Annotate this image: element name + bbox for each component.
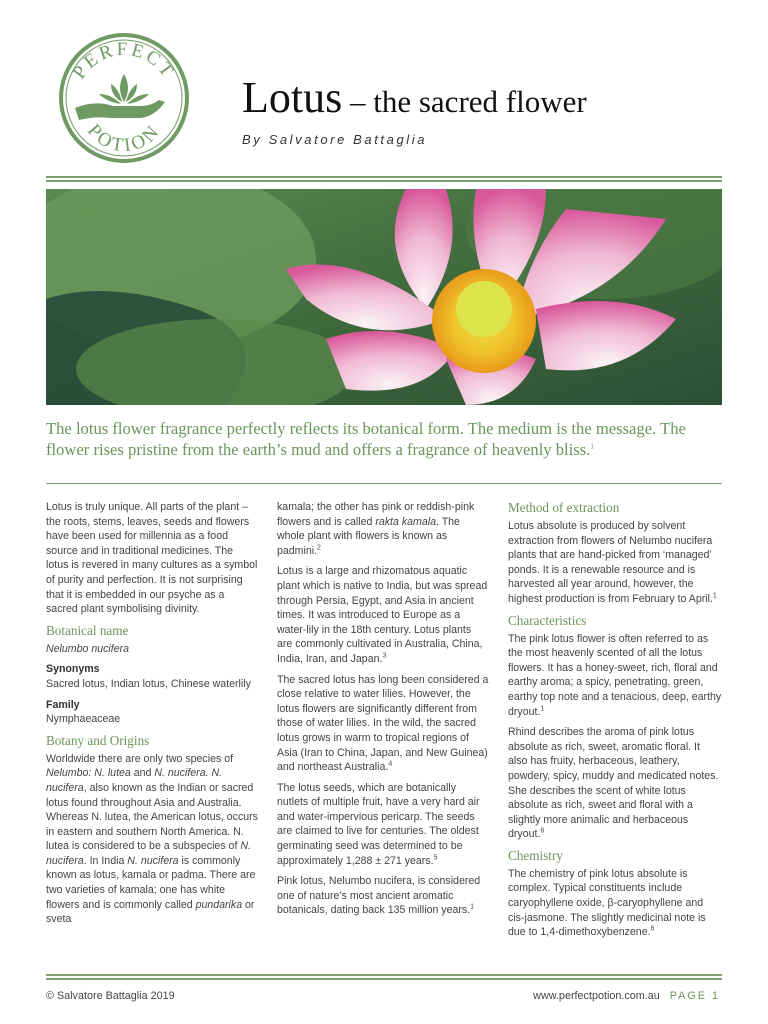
kamala-paragraph: kamala; the other has pink or reddish-pink flowers and is called rakta kamala. The whole plant with flowers is known as padmini.$^2$ xyxy=(277,501,475,557)
relative-paragraph: The sacred lotus has long been considered a close relative to water lilies. However, the lotus flowers are significantly different from those of water lilies. In the wild, the sacred lotus grows in warm to tropical regions of Asia (Iran to China, Japan, and New Guinea) and northeast Australia.$^4$ xyxy=(277,673,489,774)
method-heading: Method of extraction xyxy=(508,500,620,515)
perfect-potion-logo xyxy=(55,32,193,164)
header-rule-top xyxy=(46,176,722,178)
intro-paragraph: Lotus is truly unique. All parts of the plant – the roots, stems, leaves, seeds and flowers have been used for millennia as a food source and in traditional medicines. The lotus is revered in many cultures as a symbol of purity and perfection. It is not surprising that it is embedded in our psyche as a sacred plant symbolising divinity. xyxy=(46,501,258,616)
characteristics-paragraph-2: Rhind describes the aroma of pink lotus absolute as rich, sweet, aromatic floral. It also has fruity, herbaceous, leathery, powdery, spicy, muddy and medicated notes. She describes the scent of white lotus absolute as rich, sweet and floral with a slightly more animalic and herbaceous dryout.$^6$ xyxy=(508,726,719,841)
footer-right xyxy=(533,990,720,1002)
section-divider xyxy=(46,483,722,484)
botany-paragraph: Worldwide there are only two species of Nelumbo: N. lutea and N. nucifera. N. nucifera, also known as the Indian or sacred lotus found throughout Asia and Australia. Whereas N. lutea, the American lotus, occurs in eastern and southern North America. N. lutea is considered to be a subspecies of N. nucifera. In India N. nucifera is commonly known as lotus, kamala or padma. There are two varieties of kamala; one has white flowers and is commonly called pundarika or sveta xyxy=(46,752,258,926)
chemistry-heading: Chemistry xyxy=(508,847,563,863)
copyright: © Salvatore Battaglia 2019 xyxy=(46,990,175,1002)
column-3 xyxy=(508,500,722,946)
page-title xyxy=(242,72,587,123)
seeds-paragraph: The lotus seeds, which are botanically nutlets of multiple fruit, have a very hard air and water-impervious pericarp. The seeds are claimed to live for centuries. The oldest germinating seed was determined to be approximately 1,288 ± 271 years.$^5$ xyxy=(277,781,480,867)
ancient-paragraph: Pink lotus, Nelumbo nucifera, is considered one of nature’s most ancient aromatic botanicals, dating back 135 million years.$^1$ xyxy=(277,875,481,917)
rhizome-paragraph: Lotus is a large and rhizomatous aquatic plant which is native to India, but was spread through Persia, Egypt, and Asia in ancient times. It was introduced to Europe as a water-lily in the 18th century. Lotus plants are commonly cultivated in Australia, China, India, Iran, and Japan.$^3$ xyxy=(277,565,488,665)
lead-paragraph: The lotus flower fragrance perfectly reflects its botanical form. The medium is the message. The flower rises pristine from the earth’s mud and offers a fragrance of heavenly bliss.$^1$ xyxy=(46,419,686,459)
chemistry-paragraph: The chemistry of pink lotus absolute is complex. Typical constituents include caryophyllene oxide, β-caryophyllene and cis-jasmone. The slightly medicinal note is due to 1,4-dimethoxybenzene.$^6$ xyxy=(508,867,706,939)
botanical-name: Nelumbo nucifera xyxy=(46,642,130,655)
method-paragraph: Lotus absolute is produced by solvent extraction from flowers of Nelumbo nucifera plants that are hand-picked from ‘managed’ ponds. It is a renewable resource and is harvested all year around, however, the highest production is from February to April.$^1$ xyxy=(508,520,717,605)
footer-rule-bottom xyxy=(46,978,722,980)
title-rest: – the sacred flower xyxy=(342,84,587,119)
footnote-ref: 1 xyxy=(590,442,594,451)
page-number: PAGE 1 xyxy=(669,990,720,1002)
logo-text-top: PERFECT xyxy=(68,38,180,83)
family-heading: Family xyxy=(46,698,80,711)
byline: By Salvatore Battaglia xyxy=(242,132,428,147)
lotus-flower-photo xyxy=(46,189,722,405)
column-1 xyxy=(46,500,258,933)
characteristics-heading: Characteristics xyxy=(508,612,587,628)
characteristics-paragraph-1: The pink lotus flower is often referred to as the most heavenly scented of all the lotus flowers. It has a honey-sweet, rich, floral and earthy aroma; a spicy, penetrating, green, earthy top note and a tenacious, deep, earthy dryout.$^1$ xyxy=(508,632,722,718)
synonyms-text: Sacred lotus, Indian lotus, Chinese waterlily xyxy=(46,677,251,690)
family-text: Nymphaeaceae xyxy=(46,713,121,726)
title-main: Lotus xyxy=(242,73,343,122)
botany-heading: Botany and Origins xyxy=(46,732,150,748)
column-2 xyxy=(277,500,489,924)
header-rule-bottom xyxy=(46,180,722,182)
logo-text-bottom: POTION xyxy=(83,120,165,157)
website-link[interactable]: www.perfectpotion.com.au xyxy=(533,990,660,1002)
footer-rule-top xyxy=(46,974,722,976)
synonyms-heading: Synonyms xyxy=(46,663,100,676)
botanical-name-heading: Botanical name xyxy=(46,622,129,638)
